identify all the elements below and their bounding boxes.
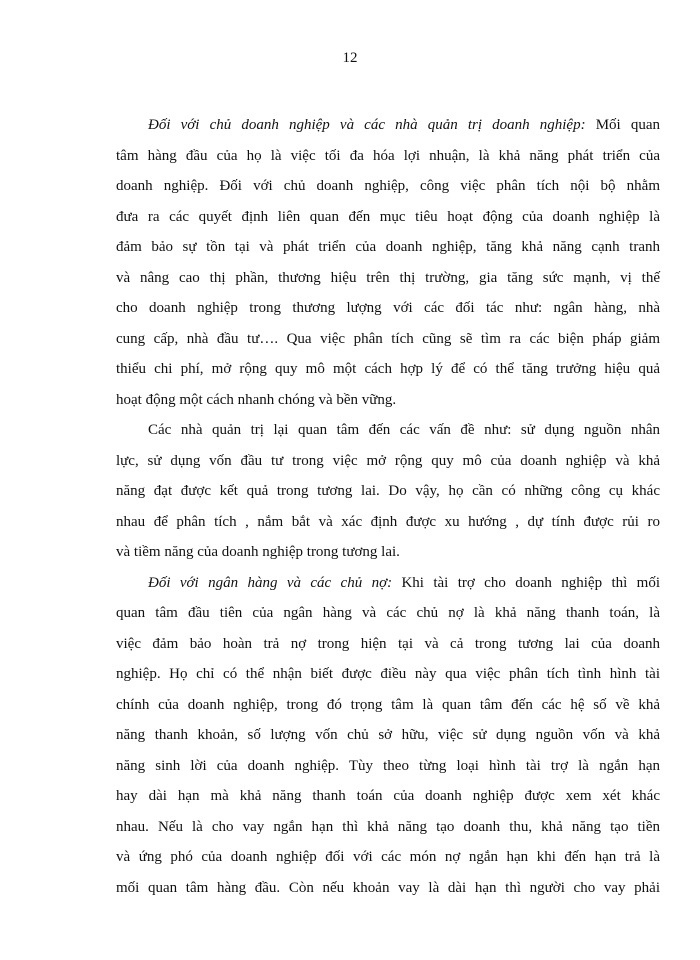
text-line: nhau. Nếu là cho vay ngắn hạn thì khả năng tạo doanh thu, khả năng tạo tiền <box>116 818 660 835</box>
text-line: chính của doanh nghiệp, trong đó trọng tâm là quan tâm đến các hệ số về khả <box>116 696 660 713</box>
text-line: Đối với chủ doanh nghiệp và các nhà quản trị doanh nghiệp: Mối quan <box>148 117 660 133</box>
text-line: và ứng phó của doanh nghiệp đối với các món nợ ngắn hạn khi đến hạn trả là <box>116 849 660 865</box>
page-number: 12 <box>342 50 358 66</box>
text-line: tâm hàng đầu của họ là việc tối đa hóa lợi nhuận, là khả năng phát triển của <box>116 147 660 164</box>
text-line: và tiềm năng của doanh nghiệp trong tương lai. <box>116 544 400 560</box>
text-line: quan tâm đầu tiên của ngân hàng và các chủ nợ là khả năng thanh toán, là <box>116 605 660 621</box>
text-line: và nâng cao thị phần, thương hiệu trên thị trường, gia tăng sức mạnh, vị thế <box>116 269 660 286</box>
text-line: cho doanh nghiệp trong thương lượng với các đối tác như: ngân hàng, nhà <box>116 300 660 316</box>
text-line: hoạt động một cách nhanh chóng và bền vững. <box>116 391 397 408</box>
italic-lead: Đối với chủ doanh nghiệp và các nhà quản trị doanh nghiệp: <box>148 117 586 133</box>
text-line: việc đảm bảo hoàn trả nợ trong hiện tại và cả trong tương lai của doanh <box>116 635 660 652</box>
text-line: thiểu chi phí, mở rộng quy mô một cách hợp lý để có thể tăng trưởng hiệu quả <box>116 361 660 377</box>
text-line: năng đạt được kết quả trong tương lai. Do vậy, họ cần có những công cụ khác <box>116 483 660 499</box>
paragraph-managers <box>116 415 660 568</box>
text-line: Đối với ngân hàng và các chủ nợ: Khi tài trợ cho doanh nghiệp thì mối <box>148 574 660 591</box>
text-line: nghiệp. Họ chỉ có thể nhận biết được điều này qua việc phân tích tình hình tài <box>116 666 660 682</box>
text-line: hay dài hạn mà khả năng thanh toán của doanh nghiệp được xem xét khác <box>116 788 660 804</box>
text-line: mối quan tâm hàng đầu. Còn nếu khoản vay là dài hạn thì người cho vay phải <box>116 879 660 896</box>
text-line: năng sinh lời của doanh nghiệp. Tùy theo từng loại hình tài trợ là ngắn hạn <box>116 757 660 774</box>
italic-lead: Đối với ngân hàng và các chủ nợ: <box>148 574 393 591</box>
text-line: nhau để phân tích , nắm bắt và xác định được xu hướng , dự tính được rủi ro <box>116 513 660 530</box>
paragraph-owners-managers <box>116 110 660 415</box>
text-line: cung cấp, nhà đầu tư…. Qua việc phân tích cũng sẽ tìm ra các biện pháp giảm <box>116 330 660 347</box>
text-line: đưa ra các quyết định liên quan đến mục tiêu hoạt động của doanh nghiệp là <box>116 208 660 225</box>
document-body <box>116 110 660 903</box>
text-line: lực, sử dụng vốn đầu tư trong việc mở rộng quy mô của doanh nghiệp và khả <box>116 452 660 469</box>
text-line: doanh nghiệp. Đối với chủ doanh nghiệp, công việc phân tích nội bộ nhằm <box>116 178 660 194</box>
text-line: năng thanh khoản, số lượng vốn chủ sở hữu, việc sử dụng nguồn vốn và khả <box>116 727 660 743</box>
text-line: Các nhà quản trị lại quan tâm đến các vấn đề như: sử dụng nguồn nhân <box>148 422 660 438</box>
paragraph-banks-creditors <box>116 568 660 904</box>
text-line: đảm bảo sự tồn tại và phát triển của doanh nghiệp, tăng khả năng cạnh tranh <box>116 239 660 255</box>
